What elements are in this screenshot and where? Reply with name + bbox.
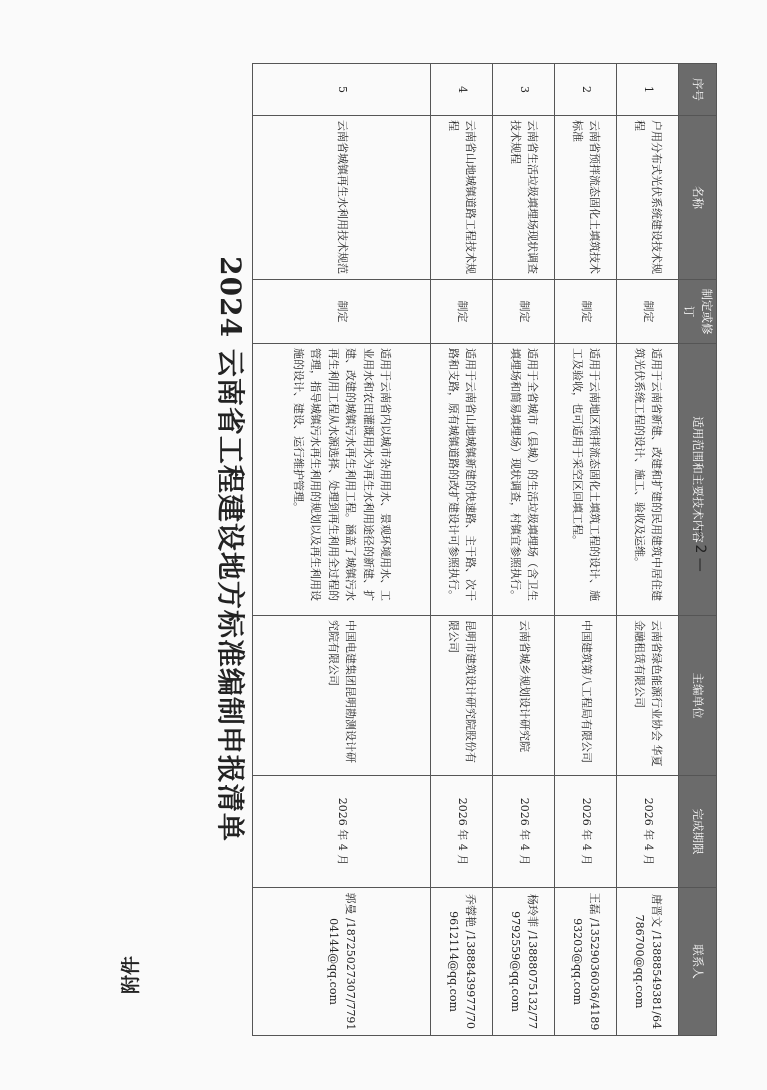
- header-no: 序号: [679, 64, 717, 116]
- cell-contact: 王磊 /13529036036/418993203@qq.com: [555, 888, 617, 1036]
- document-title: 2024 云南省工程建设地方标准编制申报清单: [214, 256, 247, 842]
- cell-name: 云南省生活垃圾填埋场现状调查技术规程: [493, 116, 555, 280]
- cell-no: 5: [253, 64, 431, 116]
- cell-name: 云南省城镇再生水利用技术规范: [253, 116, 431, 280]
- standards-table: [252, 63, 717, 1036]
- attachment-label: 附件: [120, 956, 142, 995]
- cell-type: 制定: [617, 280, 679, 344]
- table-row: [253, 64, 431, 1036]
- cell-contact: 郭曼 /18725027307/779104144@qq.com: [253, 888, 431, 1036]
- page-number: — 2 —: [692, 526, 708, 572]
- cell-no: 2: [555, 64, 617, 116]
- cell-deadline: 2026 年 4 月: [431, 776, 493, 888]
- cell-org: 云南省绿色能源行业协会 华夏金融租赁有限公司: [617, 616, 679, 776]
- cell-contact: 杨玲菲 /13888075132/779792559@qq.com: [493, 888, 555, 1036]
- cell-deadline: 2026 年 4 月: [253, 776, 431, 888]
- header-type: 制定或修订: [679, 280, 717, 344]
- cell-type: 制定: [493, 280, 555, 344]
- cell-scope: 适用于云南省山地城镇新建的快速路、主干路、次干路和支路，原有城镇道路的改扩建设计可参照执行。: [431, 344, 493, 616]
- cell-deadline: 2026 年 4 月: [555, 776, 617, 888]
- table-row: [493, 64, 555, 1036]
- header-contact: 联系人: [679, 888, 717, 1036]
- header-scope: 适用范围和主要技术内容: [679, 344, 717, 616]
- cell-name: 云南省预拌流态固化土填筑技术标准: [555, 116, 617, 280]
- cell-type: 制定: [253, 280, 431, 344]
- header-deadline: 完成期限: [679, 776, 717, 888]
- cell-no: 1: [617, 64, 679, 116]
- cell-org: 中国建筑第八工程局有限公司: [555, 616, 617, 776]
- cell-no: 4: [431, 64, 493, 116]
- cell-scope: 适用于全省城市（县城）的生活垃圾填埋场（含卫生填埋场和简易填埋场）现状调查，村镇宜参照执行。: [493, 344, 555, 616]
- table-row: [431, 64, 493, 1036]
- header-org: 主编单位: [679, 616, 717, 776]
- cell-org: 昆明市建筑设计研究院股份有限公司: [431, 616, 493, 776]
- cell-type: 制定: [555, 280, 617, 344]
- cell-name: 户用分布式光伏系统建设技术规程: [617, 116, 679, 280]
- table-row: [555, 64, 617, 1036]
- table-row: [617, 64, 679, 1036]
- cell-contact: 唐晋文 /13888549381/6478670​0@qq.com: [617, 888, 679, 1036]
- cell-name: 云南省山地城镇道路工程技术规程: [431, 116, 493, 280]
- cell-org: 中国电建集团昆明勘测设计研究院有限公司: [253, 616, 431, 776]
- header-name: 名称: [679, 116, 717, 280]
- cell-deadline: 2026 年 4 月: [493, 776, 555, 888]
- cell-scope: 适用于云南地区预拌流态固化土填筑工程的设计、施工及验收，也可适用于采空区回填工程。: [555, 344, 617, 616]
- cell-deadline: 2026 年 4 月: [617, 776, 679, 888]
- rotated-document: [207, 63, 717, 1035]
- cell-type: 制定: [431, 280, 493, 344]
- cell-scope: 适用于云南省内以城市杂用用水、景观环境用水、工业用水和农田灌溉用水为再生水利用途径的新建、扩建、改建的城镇污水再生利用工程。涵盖了城镇污水再生利用工程从水源选择、处理到再生利用全过程的管理，指导城镇污水再生利用的规划以及再生利用设施的设计、建设、运行维护管理。: [253, 344, 431, 616]
- cell-org: 云南省城乡规划设计研究院: [493, 616, 555, 776]
- cell-no: 3: [493, 64, 555, 116]
- cell-contact: 乔蓉艳 /13888439977/709612114@qq.com: [431, 888, 493, 1036]
- cell-scope: 适用于云南省新建、改建和扩建的民用建筑中居住建筑光伏系统工程的设计、施工、验收及运维。: [617, 344, 679, 616]
